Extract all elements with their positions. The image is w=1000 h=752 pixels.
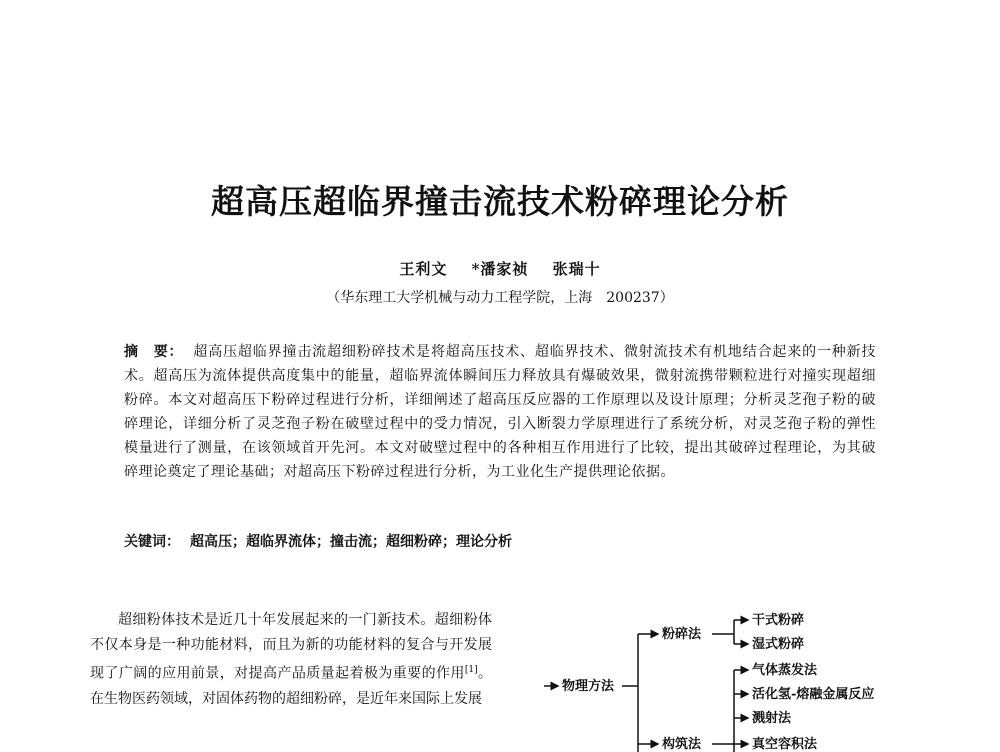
abstract bbox=[124, 340, 876, 484]
leaf-dry-grinding: 干式粉碎 bbox=[752, 613, 805, 628]
author-1: 王利文 bbox=[399, 260, 448, 278]
branch-2-label: 构筑法 bbox=[662, 737, 702, 752]
affiliation: （华东理工大学机械与动力工程学院，上海 200237） bbox=[326, 290, 674, 306]
method-tree-svg bbox=[540, 600, 920, 752]
leaf-gas-evaporation: 气体蒸发法 bbox=[752, 663, 818, 678]
body-text-part-1: 超细粉体技术是近几十年发展起来的一门新技术。超细粉体不仅本身是一种功能材料，而且为新的功能材料的复合与开发展现了广阔的应用前景，对提高产品质量起着极为重要的作用 bbox=[90, 612, 492, 682]
leaf-sputtering: 溅射法 bbox=[752, 711, 792, 726]
abstract-text: 超高压超临界撞击流超细粉碎技术是将超高压技术、超临界技术、微射流技术有机地结合起来的一种新技术。超高压为流体提供高度集中的能量，超临界流体瞬间压力释放具有爆破效果，微射流携带颗粒进行对撞实现超细粉碎。本文对超高压下粉碎过程进行分析，详细阐述了超高压反应器的工作原理以及设计原理；分析灵芝孢子粉的破碎理论，详细分析了灵芝孢子粉在破壁过程中的受力情况，引入断裂力学原理进行了系统分析，对灵芝孢子粉的弹性模量进行了测量，在该领域首开先河。本文对破壁过程中的各种相互作用进行了比较，提出其破碎过程理论，为其破碎理论奠定了理论基础；对超高压下粉碎过程进行分析，为工业化生产提供理论依据。 bbox=[124, 344, 877, 480]
author-3: 张瑞十 bbox=[552, 260, 601, 278]
body-text-part-2: 。在生物医药领域，对固体药物的超细粉碎，是近年来国际上发展 bbox=[90, 665, 493, 707]
keywords-label: 关键词： bbox=[124, 534, 180, 550]
abstract-label: 摘 要： bbox=[124, 344, 184, 360]
paper-title: 超高压超临界撞击流技术粉碎理论分析 bbox=[211, 182, 789, 221]
body-paragraph bbox=[90, 608, 492, 712]
leaf-hydrogen-metal-reaction: 活化氢-熔融金属反应 bbox=[752, 687, 875, 702]
branch-1-label: 粉碎法 bbox=[662, 627, 702, 642]
keywords bbox=[124, 530, 876, 554]
citation-ref: [1] bbox=[464, 665, 478, 675]
keywords-text: 超高压；超临界流体；撞击流；超细粉碎；理论分析 bbox=[190, 534, 512, 550]
method-tree-diagram bbox=[540, 600, 920, 752]
author-list bbox=[0, 258, 1000, 279]
author-2: *潘家祯 bbox=[471, 260, 529, 278]
root-label: 物理方法 bbox=[562, 679, 615, 694]
leaf-wet-grinding: 湿式粉碎 bbox=[752, 637, 805, 652]
leaf-vacuum-volume: 真空容积法 bbox=[752, 737, 818, 752]
